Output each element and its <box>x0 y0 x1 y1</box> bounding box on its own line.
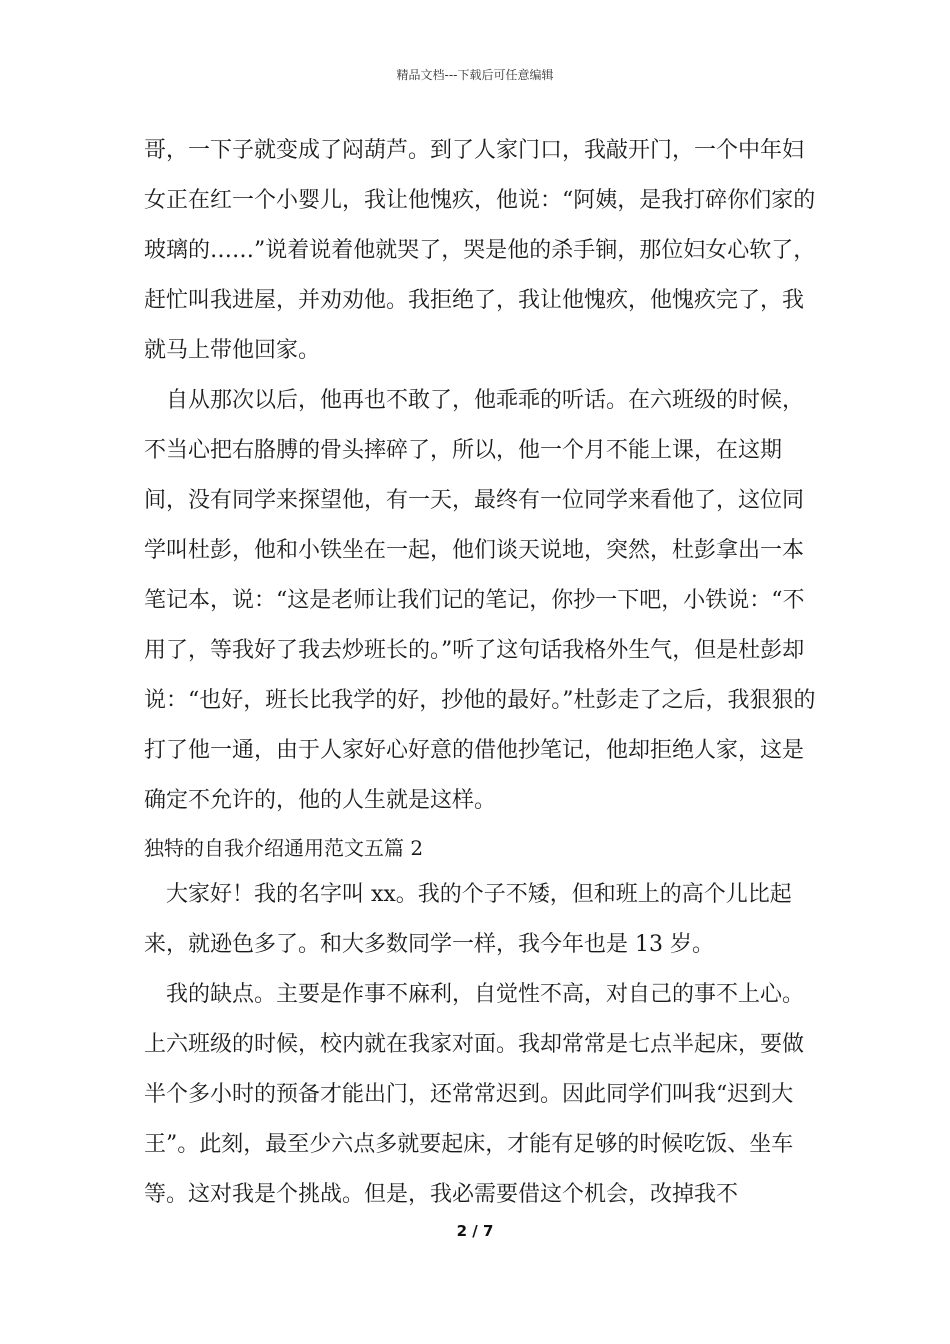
document-body <box>144 126 824 1220</box>
section-heading: 独特的自我介绍通用范文五篇 2 <box>144 836 424 860</box>
paragraph-4: 我的缺点。主要是作事不麻利，自觉性不高，对自己的事不上心。上六班级的时候，校内就在我家对面。我却常常是七点半起床，要做半个多小时的预备才能出门，还常常迟到。因此同学们叫我“迟到大王”。此刻，最至少六点多就要起床，才能有足够的时候吃饭、坐车等。这对我是个挑战。但是，我必需要借这个机会，改掉我不 <box>144 982 805 1207</box>
paragraph-2: 自从那次以后，他再也不敢了，他乖乖的听话。在六班级的时候，不当心把右胳膊的骨头摔碎了，所以，他一个月不能上课，在这期间，没有同学来探望他，有一天，最终有一位同学来看他了，这位同学叫杜彭，他和小铁坐在一起，他们谈天说地，突然，杜彭拿出一本笔记本，说：“这是老师让我们记的笔记，你抄一下吧，小铁说：“不用了，等我好了我去炒班长的。”听了这句话我格外生气，但是杜彭却说：“也好，班长比我学的好，抄他的最好。”杜彭走了之后，我狠狠的打了他一通，由于人家好心好意的借他抄笔记，他却拒绝人家，这是确定不允许的，他的人生就是这样。 <box>144 388 816 813</box>
paragraph-1: 哥，一下子就变成了闷葫芦。到了人家门口，我敲开门，一个中年妇女正在红一个小婴儿，我让他愧疚，他说：“阿姨，是我打碎你们家的玻璃的……”说着说着他就哭了，哭是他的杀手锏，那位妇女心软了，赶忙叫我进屋，并劝劝他。我拒绝了，我让他愧疚，他愧疚完了，我就马上带他回家。 <box>144 138 816 363</box>
page-header: 精品文档---下载后可任意编辑 <box>396 68 554 82</box>
paragraph-3: 大家好！我的名字叫 xx。我的个子不矮，但和班上的高个儿比起来，就逊色多了。和大多数同学一样，我今年也是 13 岁。 <box>144 882 792 957</box>
page-number: 2 / 7 <box>456 1222 494 1240</box>
